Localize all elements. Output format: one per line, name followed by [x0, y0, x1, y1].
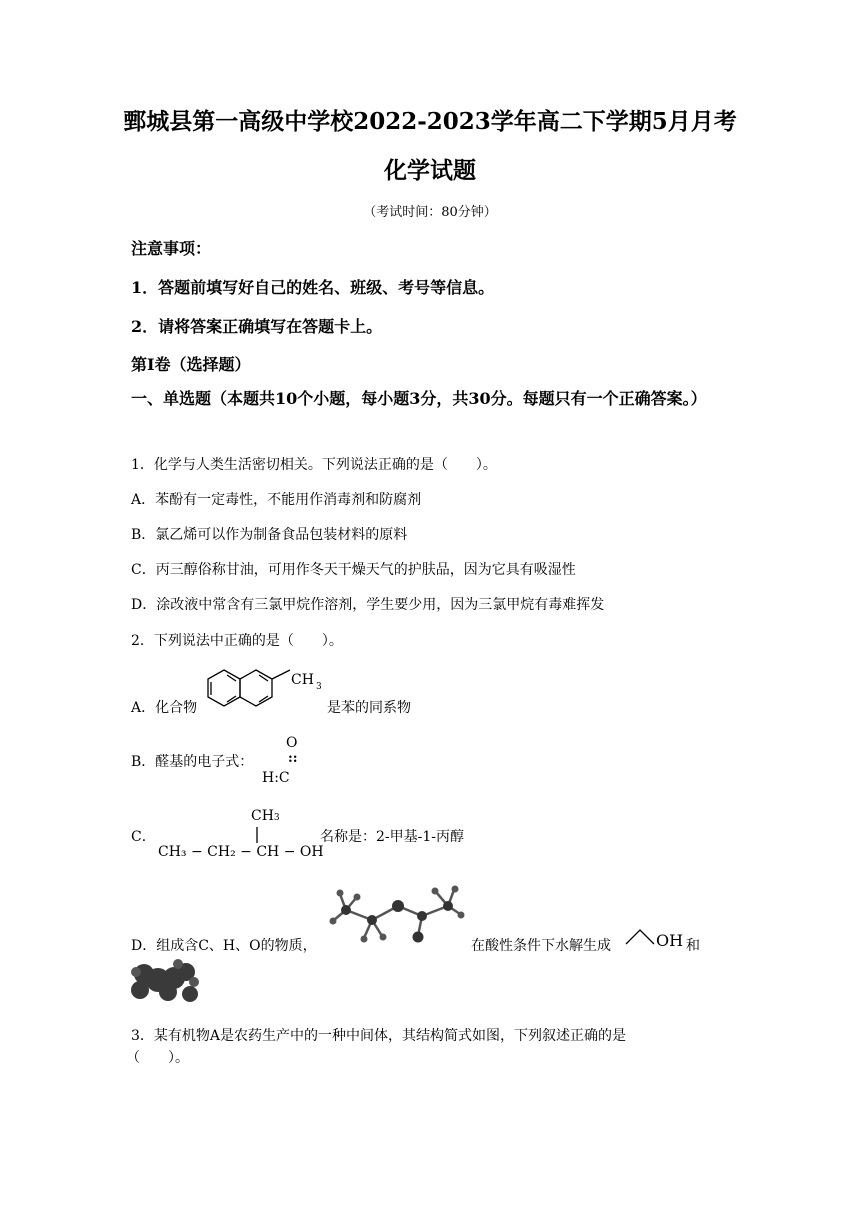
notes-heading: 注意事项：: [131, 239, 212, 258]
aldehyde-hc-label: H:C: [262, 770, 290, 786]
methyl-subscript: 3: [316, 682, 322, 692]
aldehyde-o-label: O: [286, 735, 298, 751]
section-heading: 一、单选题（本题共10个小题，每小题3分，共30分。每题只有一个正确答案。）: [131, 389, 707, 408]
q3-stem: 3．某有机物A是农药生产中的一种中间体，其结构简式如图，下列叙述正确的是: [131, 1028, 627, 1044]
q2-option-d-prefix: D．组成含C、H、O的物质，: [131, 938, 317, 954]
note-item-1: 1．答题前填写好自己的姓名、班级、考号等信息。: [131, 278, 495, 297]
propanol-chain: CH₃ − CH₂ − CH − OH: [158, 844, 324, 860]
exam-title: 鄄城县第一高级中学校2022-2023学年高二下学期5月月考: [123, 108, 737, 135]
q2-option-d-and: 和: [686, 938, 700, 954]
section-part: 第Ⅰ卷（选择题）: [131, 355, 251, 374]
q1-option-d: D．涂改液中常含有三氯甲烷作溶剂，学生要少用，因为三氯甲烷有毒难挥发: [131, 597, 605, 613]
q2-stem: 2．下列说法中正确的是（ ）。: [131, 633, 343, 649]
q1-option-a: A．苯酚有一定毒性，不能用作消毒剂和防腐剂: [131, 492, 422, 508]
note-item-2: 2．请将答案正确填写在答题卡上。: [131, 317, 383, 336]
q2-option-c-prefix: C．: [131, 829, 156, 845]
branch-bond: [255, 827, 259, 845]
methylnaphthalene-structure: [200, 664, 326, 714]
acid-space-filling-model: [128, 958, 204, 1006]
exam-time: （考试时间：80分钟）: [363, 205, 497, 220]
q3-stem-paren: （ ）。: [126, 1050, 189, 1066]
q2-option-c-name: 名称是：2-甲基-1-丙醇: [320, 829, 465, 845]
q1-option-c: C．丙三醇俗称甘油，可用作冬天干燥天气的护肤品，因为它具有吸湿性: [131, 562, 576, 578]
methyl-group-label: CH: [291, 672, 314, 688]
exam-subject: 化学试题: [384, 157, 476, 184]
q2-option-d-mid: 在酸性条件下水解生成: [471, 938, 611, 954]
q1-option-b: B．氯乙烯可以作为制备食品包装材料的原料: [131, 527, 408, 543]
hydroxyl-label: OH: [656, 931, 684, 950]
q2-option-a-prefix: A．化合物: [131, 700, 198, 716]
q1-stem: 1．化学与人类生活密切相关。下列说法正确的是（ ）。: [131, 457, 497, 473]
branch-ch3-label: CH3: [251, 808, 280, 824]
q2-option-a-suffix: 是苯的同系物: [327, 700, 411, 716]
ethanol-skeletal-structure: [624, 918, 684, 952]
aldehyde-electron-pair: ::: [288, 751, 298, 766]
ester-ball-stick-model: [328, 880, 468, 952]
q2-option-b-prefix: B．醛基的电子式：: [131, 754, 254, 770]
